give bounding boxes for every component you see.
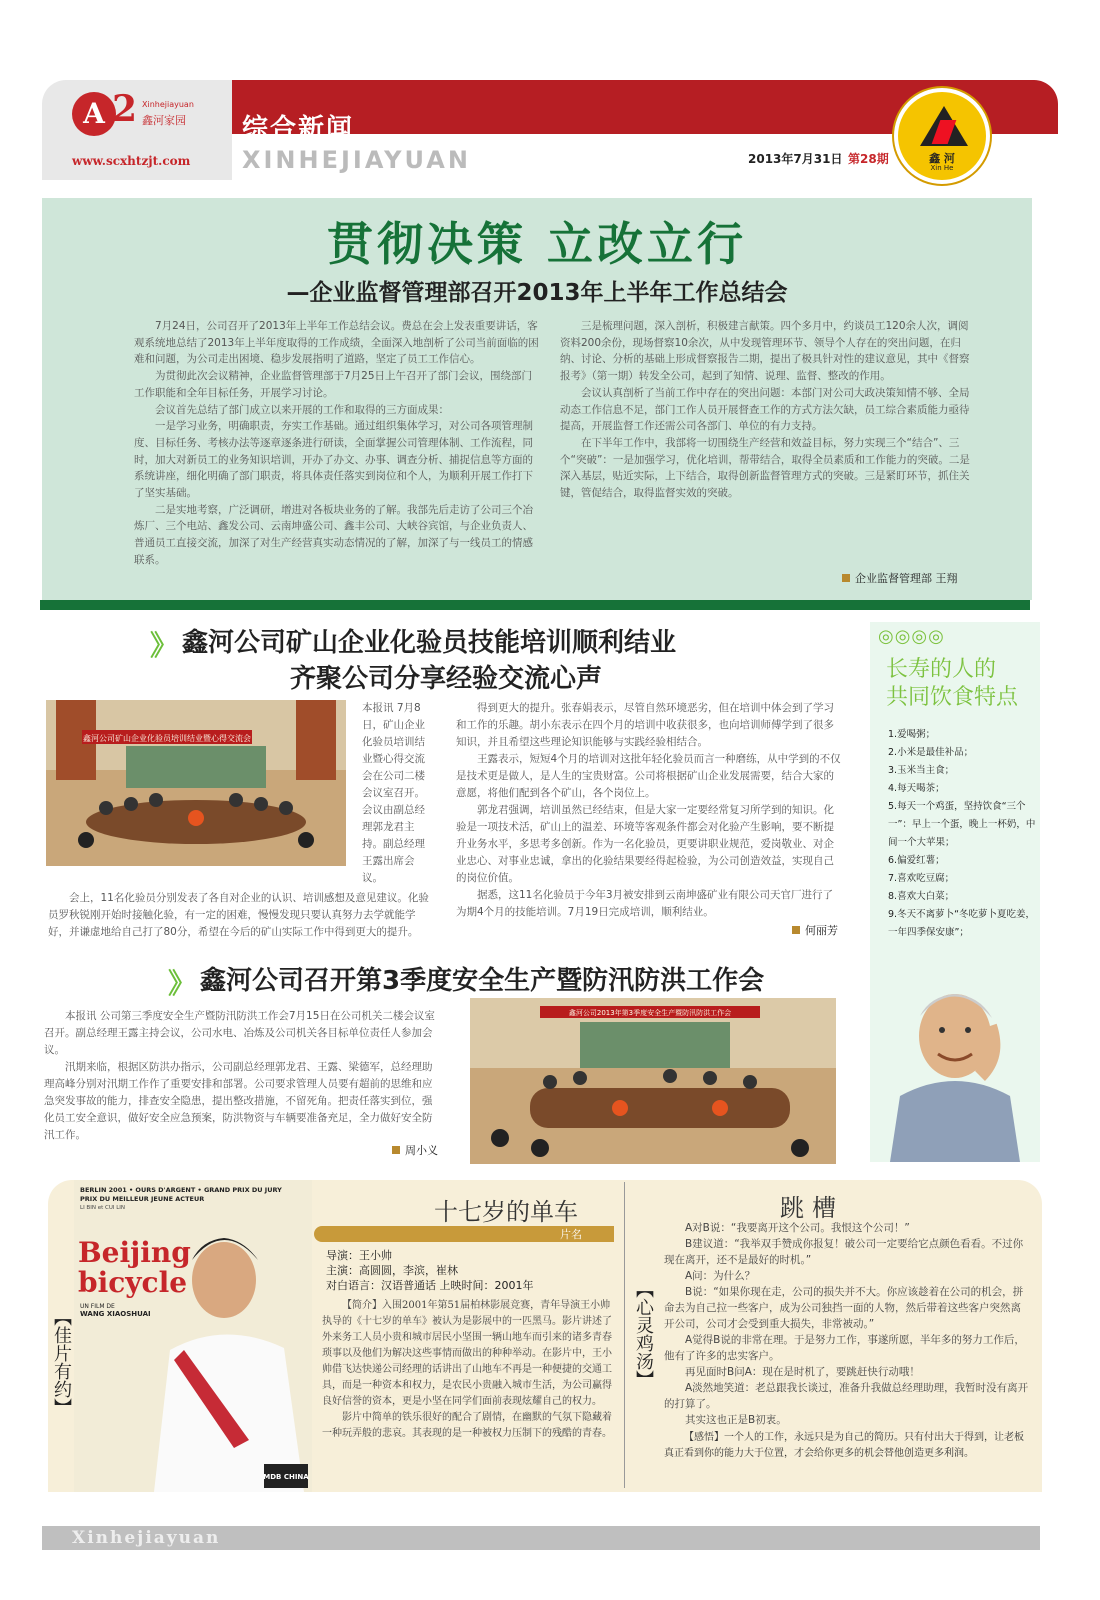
paragraph: A问：为什么？ [685,1270,756,1282]
landscape-painting [126,746,266,788]
paragraph: 其实这也正是B初衷。 [685,1414,787,1426]
feature-column-2 [560,318,972,502]
banner-text: 鑫河公司矿山企业化验员培训结业暨心得交流会 [83,734,251,743]
list-item: 5.每天一个鸡蛋，坚持饮食“三个一”：早上一个蛋，晚上一杯奶，中间一个大苹果； [888,801,1036,848]
footer-bar [42,1526,1040,1550]
chevron-icon: 》 [150,629,171,662]
banner-text: 鑫河公司2013年第3季度安全生产暨防汛防洪工作会 [568,1009,732,1017]
paragraph: 王露表示，短短4个月的培训对这批年轻化验员而言一种磨练，从中学到的不仅是技术更是做人，是人生的宝贵财富。公司将根据矿山企业发展需要，结合大家的意愿，将他们配到各个矿山，各个岗位上。 [456,753,841,799]
paragraph: 会议首先总结了部门成立以来开展的工作和取得的三方面成果： [155,403,449,416]
paragraph: 7月24日，公司召开了2013年上半年工作总结会议。费总在会上发表重要讲话，客观系统地总结了2013年上半年度取得的工作成绩，全面深入地剖析了公司当前面临的困难和问题，为公司走出困境、稳步发展指明了道路，坚定了员工工作信心。 [134,320,539,366]
paragraph: A对B说：“我要离开这个公司。我恨这个公司！” [685,1222,910,1234]
article2-body-right [456,700,842,921]
list-item: 8.喜欢大白菜； [888,891,955,902]
elderly-man-illustration [870,966,1040,1162]
circles-icon: ◎◎◎◎ [878,626,945,647]
section-divider [40,600,1030,610]
badge-subtext: Xin He [930,164,954,172]
chevron-icon: 》 [168,967,189,1000]
health-sidebar [870,622,1040,1162]
poster-title-line2: bicycle [78,1266,188,1299]
byline-square-icon [842,574,850,582]
paragraph: 据悉，这11名化验员于今年3月被安排到云南坤盛矿业有限公司天官厂进行了为期4个月的技能培训。7月19日完成培训，顺利结业。 [456,889,834,918]
movie-director: 导演：王小帅 [326,1249,392,1262]
movie-synopsis [322,1298,618,1442]
movie-language-date: 对白语言：汉语普通话 上映时间：2001年 [326,1279,534,1292]
paragraph: 得到更大的提升。张春娟表示，尽管自然环境恶劣，但在培训中体会到了学习和工作的乐趣。胡小东表示在四个月的培训中收获很多，也向培训师傅学到了很多知识，并且希望这些理论知识能够与实践经验相结合。 [456,702,834,748]
paragraph: 再见面时B问A：现在是时机了，要跳赶快行动哦！ [685,1366,920,1378]
feature-byline [842,570,958,586]
sidebar-title-line1: 长寿的人的 [886,657,997,682]
paragraph: 二是实地考察，广泛调研，增进对各板块业务的了解。我部先后走访了公司三个冶炼厂、三个电站、鑫发公司、云南坤盛公司、鑫丰公司、大峡谷宾馆，与企业负责人、普通员工直接交流，加深了对生产经营真实动态情况的了解，加深了与一线员工的情感联系。 [134,503,533,566]
paragraph: 三是梳理问题，深入剖析，积极建言献策。四个多月中，约谈员工120余人次，调阅资料200余份，现场督察10余次，从中发现管理环节、领导个人存在的突出问题，在归纳、讨论、分析的基础上形成督察报告二期，提出了极具针对性的建议意见，其中《督察报考》（第一期）转发全公司，起到了知情、说理、监督、整改的作用。 [560,320,970,383]
paragraph: 郭龙君强调，培训虽然已经结束，但是大家一定要经常复习所学到的知识。化验是一项技术活，矿山上的温差、环境等客观条件都会对化验产生影响，要不断提升业务水平，多思考多创新。作为一名化验员，更要讲职业规范，爱岗敬业、对企业忠心、对事业忠诚，拿出的化验结果要经得起检验，为公司创造效益，实现自己的岗位价值。 [456,804,834,884]
feature-headline: 贯彻决策 立改立行 [326,217,747,271]
paragraph: A淡然地笑道：老总跟我长谈过，准备升我做总经理助理，我暂时没有离开的打算了。 [664,1382,1029,1410]
sidebar-title-line2: 共同饮食特点 [886,685,1019,710]
diet-list [888,726,1036,942]
poster-title-line1: Beijing [78,1236,191,1269]
poster-award-line: BERLIN 2001 • OURS D'ARGENT • GRAND PRIX DU JURY [80,1186,282,1194]
landscape-painting [580,1022,730,1068]
paragraph: 【简介】入围2001年第51届柏林影展竞赛，青年导演王小帅执导的《十七岁的单车》被认为是影展中的一匹黑马。影片讲述了外来务工人员小贵和城市居民小坚围一辆山地车而引来的诸多青春琐事以及他们为解决这些事情而做出的种种举动。在影片中，王小帅借飞达快递公司经理的话讲出了山地车不再是一种便捷的交通工具，而是一种资本和权力，是农民小贵融入城市生活，为公司赢得良好信誉的资本，更是小坚在同学们面前表现炫耀自己的权力。 [322,1300,612,1407]
paragraph: B说：“如果你现在走，公司的损失并不大。你应该趁着在公司的机会，拼命去为自己拉一些客户，成为公司独挡一面的人物，然后带着这些客户突然离开公司，公司才会受到重大损失，非常被动。” [664,1286,1024,1330]
article2-lead: 本报讯 7月8日，矿山企业化验员培训结业暨心得交流会在公司二楼会议室召开。会议由副总经理郭龙君主持。副总经理王露出席会议。 [362,702,425,884]
paragraph: 汛期来临，根据区防洪办指示，公司副总经理郭龙君、王露、梁德军，总经理助理高峰分别对汛期工作作了重要安排和部署。公司要求管理人员要有超前的思维和应急突发事故的能力，排查安全隐患，提出整改措施，不留死角。把责任落实到位，强化员工安全意识，做好安全应急预案，防洪物资与车辆要准备充足，全力做好安全防汛工作。 [44,1061,433,1141]
movie-bar-label: 片名 [560,1228,582,1241]
paragraph: A觉得B说的非常在理。于是努力工作，事遂所愿，半年多的努力工作后，他有了许多的忠实客户。 [664,1334,1025,1362]
byline-square-icon [392,1146,400,1154]
meeting-photo [470,998,836,1164]
paragraph: 影片中简单的铁乐很好的配合了剧情，在幽默的气氛下隐藏着一种玩弄般的悲哀。其表现的是一种被权力压制下的残酷的青春。 [322,1412,612,1439]
list-item: 4.每天喝茶； [888,783,945,794]
story-body [664,1220,1030,1428]
section-pinyin: XINHEJIAYUAN [242,146,471,174]
logo-letter: A [72,92,116,136]
column-divider [624,1182,625,1488]
story-section-label: 【心灵鸡汤】 [633,1280,654,1388]
byline-text: 何丽芳 [805,924,838,937]
byline-text: 周小义 [405,1144,438,1157]
list-item: 7.喜欢吃豆腐； [888,873,955,884]
curtain [296,700,336,780]
conference-table [530,1088,790,1128]
list-item: 2.小米是最佳补品； [888,747,974,758]
list-item: 1.爱喝粥； [888,729,936,740]
movie-section-label: 【佳片有约】 [51,1308,72,1416]
paragraph: 一是学习业务，明确职责，夯实工作基础。通过组织集体学习，对公司各项管理制度、目标任务、考核办法等逐章逐条进行研读，全面掌握公司管理体制、工作流程，同时，加大对新员工的业务知识培训，开办了办文、办事、调查分析、捕捉信息等方面的系统讲座，细化明确了部门职责，将具体责任落实到岗位和个人，为顺利开展工作打下了坚实基础。 [134,420,533,500]
badge-text: 鑫 河 [929,152,955,165]
paragraph: 会议认真剖析了当前工作中存在的突出问题：本部门对公司大政决策知情不够、全局动态工作信息不足，部门工作人员开展督查工作的方式方法欠缺，员工综合素质能力亟待提高，开展监督工作还需公司各部门、单位的有力支持。 [560,386,970,433]
movie-poster [74,1180,312,1492]
poster-logo: MDB CHINA [263,1473,309,1481]
list-item: 6.偏爱红薯； [888,855,945,866]
paragraph: 为贯彻此次会议精神，企业监督管理部于7月25日上午召开了部门会议，围绕部门工作职能和全年目标任务，开展学习讨论。 [134,370,533,399]
article2-subheadline: 齐聚公司分享经验交流心声 [290,664,603,694]
movie-title: 十七岁的单车 [434,1198,578,1226]
site-url[interactable]: www.scxhtzjt.com [72,154,191,168]
paragraph: B建议道：“我举双手赞成你报复！破公司一定要给它点颜色看看。不过你现在离开，还不是最好的时机。” [664,1238,1024,1266]
poster-director: WANG XIAOSHUAI [80,1310,151,1318]
issue-date: 2013年7月31日 [748,152,843,166]
byline-square-icon [792,926,800,934]
article2-headline: 鑫河公司矿山企业化验员技能培训顺利结业 [182,628,677,658]
list-item: 9.冬天不离萝卜“冬吃萝卜夏吃姜，一年四季保安康”； [888,909,1035,938]
logo-name: 鑫河家园 [142,114,186,127]
poster-credit: UN FILM DE [80,1303,115,1310]
article3-byline [392,1142,438,1158]
actor-face [192,1242,256,1318]
movie-cast: 主演：高圆圆，李滨，崔林 [326,1264,458,1277]
feature-column-1 [134,318,542,569]
byline-text: 企业监督管理部 王翔 [855,572,958,585]
paragraph: 在下半年工作中，我部将一切围绕生产经营和效益目标，努力实现三个“结合”、三个“突破”：一是加强学习，优化培训，帮带结合，取得全员素质和工作能力的突破。二是深入基层，贴近实际，上下结合，取得创新监督管理方式的突破。三是紧盯环节，抓住关键，管促结合，取得监督实效的突破。 [560,436,970,500]
logo-number: 2 [112,88,138,130]
meeting-photo [46,700,346,866]
logo-pinyin: Xinhejiayuan [142,100,194,109]
feature-subheadline: —企业监督管理部召开2013年上半年工作总结会 [286,280,788,306]
masthead [42,80,1058,180]
feature-article [42,198,1032,600]
company-badge [894,88,990,184]
issue-number: 第28期 [848,152,889,166]
masthead-logo-area [42,80,232,180]
article3-headline: 鑫河公司召开第3季度安全生产暨防汛防洪工作会 [200,966,765,996]
movie-meta [326,1248,616,1293]
article2-body-left: 会上，11名化验员分别发表了各自对企业的认识、培训感想及意见建议。化验员罗秋锐刚开始时接触化验，有一定的困难，慢慢发现只要认真努力去学就能学好，并谦虚地给自己打了80分，希望在今后的矿山实际工作中得到更大的提升。 [48,892,429,938]
poster-award-line2: PRIX DU MEILLEUR JEUNE ACTEUR [80,1195,205,1203]
story-title: 跳槽 [780,1194,844,1222]
footer-text: Xinhejiayuan [72,1528,221,1548]
article3-body [44,1008,440,1144]
poster-award-line3: LI BIN et CUI LIN [80,1205,126,1211]
article2-byline [792,922,838,938]
list-item: 3.玉米当主食； [888,765,955,776]
story-moral: 【感悟】一个人的工作，永远只是为自己的简历。只有付出大于得到，让老板真正看到你的能力大于位置，才会给你更多的机会替他创造更多利润。 [664,1432,1024,1459]
paragraph: 本报讯 公司第三季度安全生产暨防汛防洪工作会7月15日在公司机关二楼会议室召开。副总经理王露主持会议，公司水电、冶炼及公司机关各目标单位责任人参加会议。 [44,1010,435,1056]
section-title: 综合新闻 [242,114,355,144]
